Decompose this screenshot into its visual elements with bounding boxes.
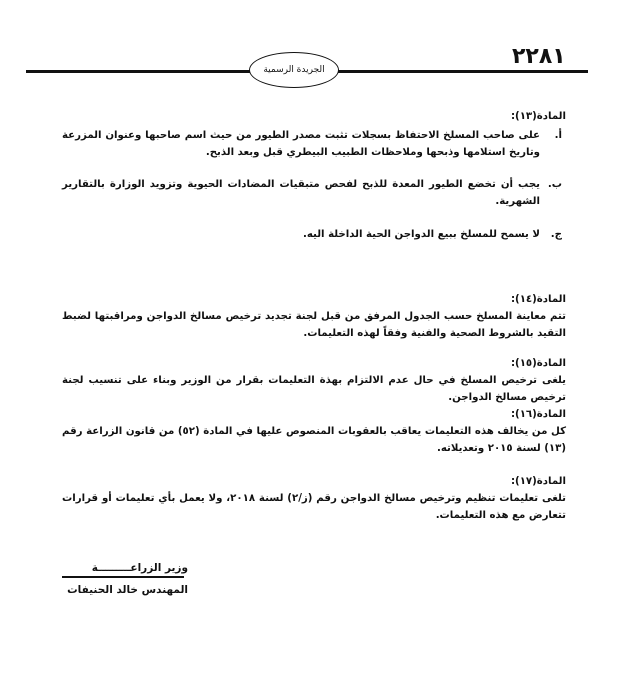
article-13 bbox=[62, 108, 566, 243]
article-title: المادة(١٥): bbox=[510, 358, 566, 369]
article-title: المادة(١٤): bbox=[510, 294, 566, 305]
article-17 bbox=[62, 473, 566, 524]
item-mark: ج. bbox=[550, 229, 562, 240]
signature-title: وزير الزراعـــــــــة bbox=[91, 562, 188, 574]
item-text: على صاحب المسلخ الاحتفاظ بسجلات تثبت مصدر الطيور من حيث اسم صاحبها وعنوان المزرعة وتاريخ استلامها وذبحها وملاحظات الطبيب البيطري قبل وبعد الذبح. bbox=[62, 130, 540, 158]
article-item bbox=[62, 127, 566, 161]
article-item bbox=[62, 226, 566, 243]
article-text: تتم معاينة المسلخ حسب الجدول المرفق من قبل لجنة تجديد ترخيص مسالخ الدواجن ومراقبتها لضبط التقيد بالشروط الصحية والفنية وفقاً لهذه التعليمات. bbox=[62, 311, 566, 339]
article-14 bbox=[62, 291, 566, 342]
signature-title-rule bbox=[62, 576, 184, 578]
article-item bbox=[62, 176, 566, 210]
article-text: كل من يخالف هذه التعليمات يعاقب بالعقوبات المنصوص عليها في المادة (٥٢) من قانون الزراعة رقم (١٣) لسنة ٢٠١٥ وتعديلاته. bbox=[62, 426, 566, 454]
item-mark: ب. bbox=[547, 179, 562, 190]
article-title: المادة(١٧): bbox=[510, 476, 566, 487]
item-text: لا يسمح للمسلخ ببيع الدواجن الحية الداخلة اليه. bbox=[303, 229, 540, 240]
gazette-title: الجريدة الرسمية bbox=[263, 65, 325, 75]
article-15 bbox=[62, 355, 566, 406]
item-text: يجب أن تخضع الطيور المعدة للذبح لفحص متبقيات المضادات الحيوية وتزويد الوزارة بالتقارير الشهرية. bbox=[62, 179, 540, 207]
item-mark: أ. bbox=[554, 130, 562, 141]
gazette-title-oval bbox=[249, 52, 339, 88]
signature-name: المهندس خالد الحنيفات bbox=[67, 584, 188, 596]
document-body bbox=[62, 108, 566, 524]
article-16 bbox=[62, 406, 566, 457]
article-text: تلغى تعليمات تنظيم وترخيص مسالخ الدواجن رقم (ز/٢) لسنة ٢٠١٨، ولا يعمل بأي تعليمات أو قرارات تتعارض مع هذه التعليمات. bbox=[62, 493, 566, 521]
article-text: يلغى ترخيص المسلخ في حال عدم الالتزام بهذة التعليمات بقرار من الوزير وبناء على تنسيب لجنة ترخيص مسالخ الدواجن. bbox=[62, 375, 566, 403]
article-title: المادة(١٦): bbox=[510, 409, 566, 420]
article-title: المادة(١٣): bbox=[510, 111, 566, 122]
page-number: ٢٢٨١ bbox=[512, 44, 566, 69]
